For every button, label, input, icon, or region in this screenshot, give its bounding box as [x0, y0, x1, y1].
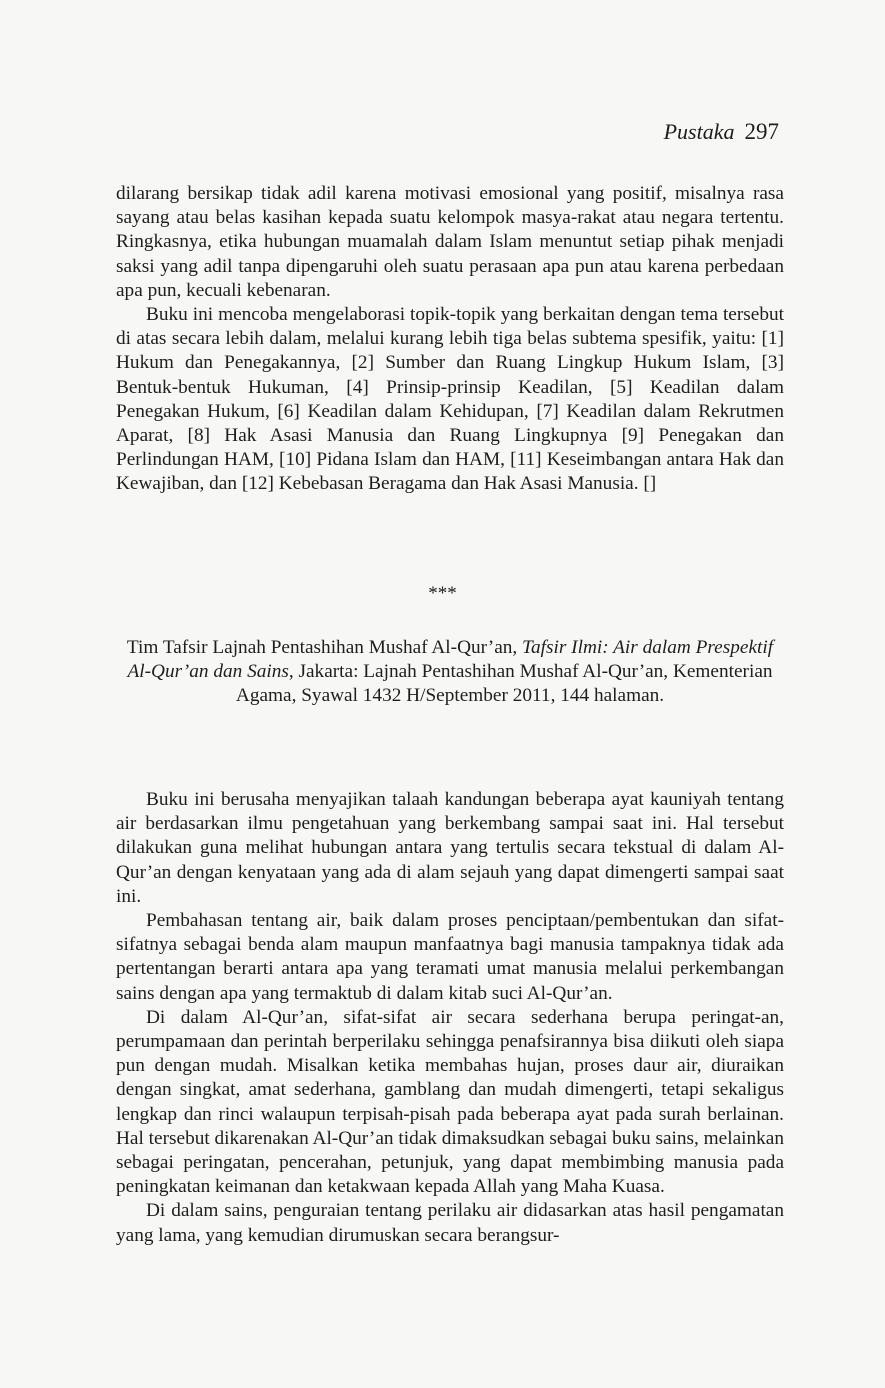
running-header-title: Pustaka	[663, 119, 735, 144]
book-citation	[116, 636, 784, 709]
citation-publication: , Jakarta: Lajnah Pentashihan Mushaf Al-Qur’an, Kementerian Agama, Syawal 1432 H/September 2011, 144 halaman.	[235, 661, 773, 707]
section-separator: ***	[428, 583, 457, 604]
citation-book-title: Tafsir Ilmi: Air dalam Prespektif Al-Qur’an dan Sains	[127, 637, 774, 683]
page-number: 297	[744, 119, 779, 144]
paragraph: dilarang bersikap tidak adil karena motivasi emosional yang positif, misalnya rasa sayang atau belas kasihan kepada suatu kelompok masya-rakat atau negara tertentu. Ringkasnya, etika hubungan muamalah dalam Islam menuntut setiap pihak menjadi saksi yang adil tanpa dipengaruhi oleh suatu perasaan apa pun atau karena perbedaan apa pun, kecuali kebenaran.	[116, 183, 784, 301]
review-section-1	[116, 182, 784, 497]
review-section-2	[116, 788, 784, 1248]
running-header	[664, 118, 779, 146]
paragraph: Pembahasan tentang air, baik dalam proses penciptaan/pembentukan dan sifat-sifatnya sebagai benda alam maupun manfaatnya bagi manusia tampaknya tidak ada pertentangan berarti antara apa yang teramati umat manusia melalui perkembangan sains dengan apa yang termaktub di dalam kitab suci Al-Qur’an.	[116, 910, 784, 1004]
paragraph: Di dalam sains, penguraian tentang perilaku air didasarkan atas hasil pengamatan yang lama, yang kemudian dirumuskan secara berangsur-	[116, 1200, 784, 1246]
citation-authors: Tim Tafsir Lajnah Pentashihan Mushaf Al-Qur’an,	[126, 637, 523, 658]
paragraph: Buku ini mencoba mengelaborasi topik-topik yang berkaitan dengan tema tersebut di atas secara lebih dalam, melalui kurang lebih tiga belas subtema spesifik, yaitu: [1] Hukum dan Penegakannya, [2] Sumber dan Ruang Lingkup Hukum Islam, [3] Bentuk-bentuk Hukuman, [4] Prinsip-prinsip Keadilan, [5] Keadilan dalam Penegakan Hukum, [6] Keadilan dalam Kehidupan, [7] Keadilan dalam Rekrutmen Aparat, [8] Hak Asasi Manusia dan Ruang Lingkupnya [9] Penegakan dan Perlindungan HAM, [10] Pidana Islam dan HAM, [11] Keseimbangan antara Hak dan Kewajiban, dan [12] Kebebasan Beragama dan Hak Asasi Manusia. []	[116, 304, 784, 495]
paragraph: Di dalam Al-Qur’an, sifat-sifat air secara sederhana berupa peringat-an, perumpamaan dan perintah berperilaku sehingga penafsirannya bisa diikuti oleh siapa pun dengan mudah. Misalkan ketika membahas hujan, proses daur air, diuraikan dengan singkat, amat sederhana, gamblang dan mudah dimengerti, tetapi sekaligus lengkap dan rinci walaupun terpisah-pisah pada beberapa ayat pada surah berlainan. Hal tersebut dikarenakan Al-Qur’an tidak dimaksudkan sebagai buku sains, melainkan sebagai peringatan, pencerahan, petunjuk, yang dapat membimbing manusia pada peningkatan keimanan dan ketakwaan kepada Allah yang Maha Kuasa.	[116, 1006, 784, 1198]
paragraph: Buku ini berusaha menyajikan talaah kandungan beberapa ayat kauniyah tentang air berdasarkan ilmu pengetahuan yang berkembang sampai saat ini. Hal tersebut dilakukan guna melihat hubungan antara yang tertulis secara tekstual di dalam Al-Qur’an dengan kenyataan yang ada di alam sejauh yang dapat dimengerti sampai saat ini.	[116, 789, 784, 907]
